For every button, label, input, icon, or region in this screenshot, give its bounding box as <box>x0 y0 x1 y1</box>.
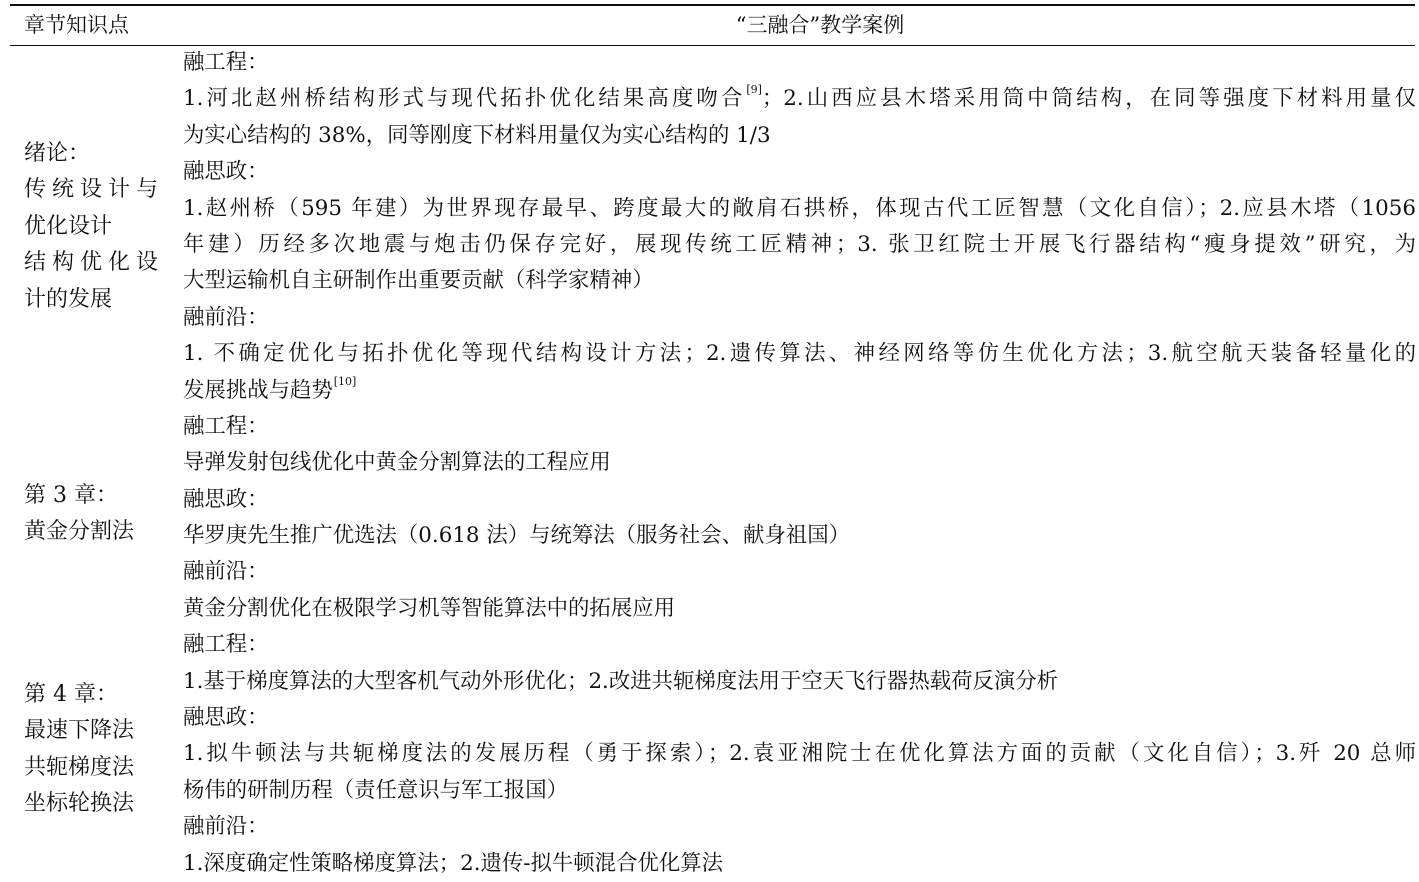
chapter-line: 坐标轮换法 <box>24 791 135 817</box>
chapter-line: 黄金分割法 <box>24 519 135 545</box>
chapter-line: 最速下降法 <box>24 718 135 744</box>
citation-ref: [10] <box>333 374 357 388</box>
chapter-line: 第 4 章： <box>24 682 118 707</box>
case-line: 年建）历经多次地震与炮击仍保存完好，展现传统工匠精神；3. 张卫红院士开展飞行器结构“瘦身提效”研究，为 <box>183 231 1416 257</box>
chapter-line: 第 3 章： <box>24 483 118 508</box>
case-line: 1.赵州桥（595 年建）为世界现存最早、跨度最大的敞肩石拱桥，体现古代工匠智慧（文化自信）；2.应县木塔（1056 <box>183 195 1416 221</box>
case-text: 1.河北赵州桥结构形式与现代拓扑优化结果高度吻合 <box>183 86 746 112</box>
frontier-label: 融前沿： <box>183 559 269 585</box>
case-line: 华罗庚先生推广优选法（0.618 法）与统筹法（服务社会、献身祖国） <box>183 523 850 549</box>
politics-label: 融思政： <box>183 159 269 185</box>
politics-label: 融思政： <box>183 705 269 731</box>
chapter-line: 绪论： <box>24 141 91 166</box>
chapter-cell-intro <box>24 136 174 318</box>
table-top-rule <box>10 4 1415 6</box>
header-teaching-cases: “三融合”教学案例 <box>735 13 905 37</box>
case-line <box>183 81 1416 117</box>
case-line: 杨伟的研制历程（责任意识与军工报国） <box>183 777 569 803</box>
politics-label: 融思政： <box>183 486 269 512</box>
cases-column <box>183 45 1416 882</box>
chapter-line: 计的发展 <box>24 286 113 312</box>
case-line: 1.拟牛顿法与共轭梯度法的发展历程（勇于探索）；2.袁亚湘院士在优化算法方面的贡献（文化自信）；3.歼 20 总师 <box>183 741 1416 767</box>
frontier-label: 融前沿： <box>183 304 269 330</box>
case-line <box>183 373 1416 409</box>
table-header-row <box>0 7 1419 43</box>
case-line: 1. 不确定优化与拓扑优化等现代结构设计方法；2.遗传算法、神经网络等仿生优化方法；3.航空航天装备轻量化的 <box>183 341 1416 367</box>
chapter-line: 结构优化设 <box>24 250 158 276</box>
chapter-line: 传统设计与 <box>24 177 158 203</box>
chapter-cell-ch3 <box>24 478 174 551</box>
citation-ref: [9] <box>746 83 762 97</box>
chapter-line: 共轭梯度法 <box>24 754 135 780</box>
case-line: 导弹发射包线优化中黄金分割算法的工程应用 <box>183 450 611 476</box>
case-line: 1.深度确定性策略梯度算法；2.遗传-拟牛顿混合优化算法 <box>183 850 724 876</box>
case-line: 大型运输机自主研制作出重要贡献（科学家精神） <box>183 268 654 294</box>
case-line: 1.基于梯度算法的大型客机气动外形优化；2.改进共轭梯度法用于空天飞行器热载荷反演分析 <box>183 668 1059 694</box>
engineering-label: 融工程： <box>183 632 269 658</box>
case-text: ；2.山西应县木塔采用筒中筒结构，在同等强度下材料用量仅 <box>761 86 1416 112</box>
frontier-label: 融前沿： <box>183 814 269 840</box>
chapter-line: 优化设计 <box>24 213 113 239</box>
case-line: 为实心结构的 38%，同等刚度下材料用量仅为实心结构的 1/3 <box>183 122 771 148</box>
engineering-label: 融工程： <box>183 413 269 439</box>
engineering-label: 融工程： <box>183 50 269 75</box>
chapter-cell-ch4 <box>24 677 174 823</box>
header-chapter-knowledge: 章节知识点 <box>24 13 129 37</box>
case-text: 发展挑战与趋势 <box>183 377 333 403</box>
case-line: 黄金分割优化在极限学习机等智能算法中的拓展应用 <box>183 595 675 621</box>
